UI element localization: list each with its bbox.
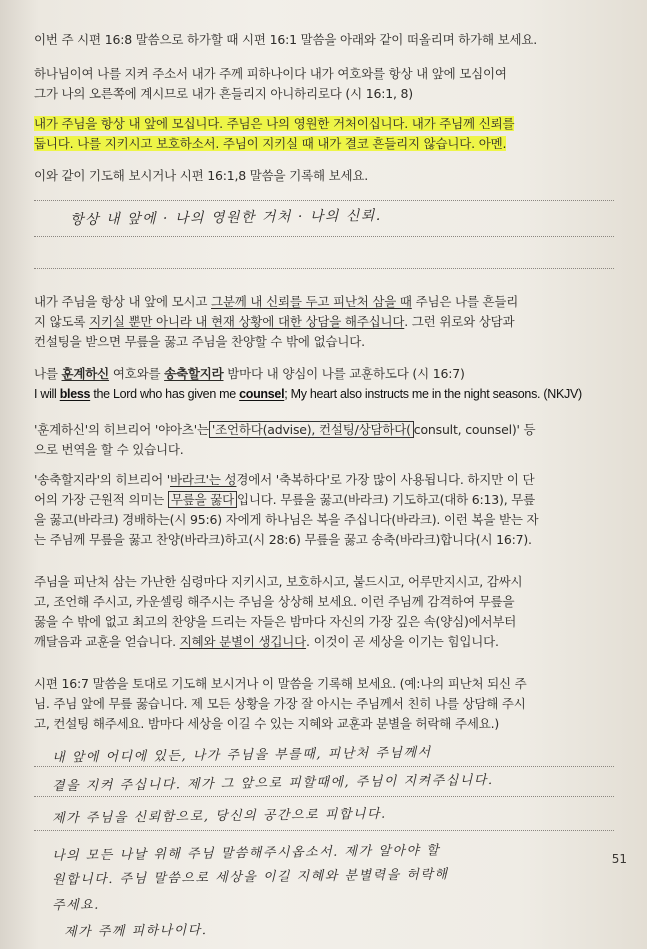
handwritten-note: 제가 주님을 신뢰함으로, 당신의 공간으로 피합니다. [51,806,387,827]
handwritten-note: 원합니다. 주님 말씀으로 세상을 이길 지혜와 분별력을 허락해 [51,867,449,888]
handwritten-note: 제가 주께 피하나이다. [63,922,208,941]
prayer-line: 둡니다. 나를 지키시고 보호하소서. 주님이 지키실 때 내가 결코 흔들리지 않습니다. 아멘. [34,136,507,151]
underlined-word: 훈계하신 [61,366,110,381]
verse-line: 그가 나의 오른쪽에 계시므로 내가 흔들리지 아니하리로다 (시 16:1, 8) [34,86,413,101]
underlined-phrase: 지혜와 분별이 생깁니다 [179,634,307,649]
verse-line: 하나님이여 나를 지켜 주소서 내가 주께 피하나이다 내가 여호와를 항상 내 앞에 모심이여 [34,66,507,81]
writing-line [34,766,614,767]
handwritten-note: 곁을 지켜 주십니다. 제가 그 앞으로 피할때에, 주님이 지켜주십니다. [51,772,494,795]
body-paragraph: '송축할지라'의 히브리어 '바라크'는 성경에서 '축복하다'로 가장 많이 사용됩니다. 하지만 이 단 어의 가장 근원적 의미는 무릎을 꿇다 입니다. 무릎을 꿇고(바라크) 기도하고(대하 6:13), 무릎 을 꿇고(바라크) 경배하는(시 95:6) 자에게 하나님은 복을 주십니다(바라크). 이런 복을 받는 자 는 주님께 무릎을 꿇고 찬양(바라크)하고(시 28:6) 무릎을 꿇고 송축(바라크)합니다(시 16:7). [34,472,539,547]
handwritten-note: 항상 내 앞에 · 나의 영원한 거처 · 나의 신뢰. [69,207,382,229]
underlined-word: 송축할지라 [164,366,224,381]
body-paragraph: '훈계하신'의 히브리어 '야아츠'는 '조언하다(advise), 컨설팅/상담하다( consult, counsel)' 등 으로 번역을 할 수 있습니다. [34,422,536,457]
writing-line [34,268,614,269]
body-paragraph: 내가 주님을 항상 내 앞에 모시고 그분께 내 신뢰를 두고 피난처 삼을 때 주님은 나를 흔들리 지 않도록 지키실 뿐만 아니라 내 현재 상황에 대한 상담을 해주십니다. 그런 위로와 상담과 컨설팅을 받으면 무릎을 꿇고 주님을 찬양할 수 밖에 없습니다. [34,294,519,349]
verse-text [34,64,614,104]
handwritten-note: 내 앞에 어디에 있든, 나가 주님을 부를때, 피난처 주님께서 [51,745,432,766]
verse-16-7: 나를 훈계하신 여호와를 송축할지라 밤마다 내 양심이 나를 교훈하도다 (시 16:7) I will bless the Lord who has given me counsel; My heart also instructs me in the night seasons. (NKJV) [34,364,614,404]
highlighted-prayer [34,114,614,154]
underlined-phrase: 바라크'는 성 [170,472,237,487]
writing-line [34,200,614,201]
writing-line [34,830,614,831]
writing-line [34,236,614,237]
underlined-phrase: 지키실 뿐만 아니라 내 현재 상황에 대한 상담을 해주십니다 [89,314,405,329]
boxed-phrase: 무릎을 꿇다 [168,491,237,508]
prayer-line: 내가 주님을 항상 내 앞에 모십니다. 주님은 나의 영원한 거처이십니다. 내가 주님께 신뢰를 [34,116,515,131]
body-paragraph: 주님을 피난처 삼는 가난한 심령마다 지키시고, 보호하시고, 붙드시고, 어루만지시고, 감싸시 고, 조언해 주시고, 카운셀링 해주시는 주님을 상상해 보세요. 이런 주님께 감격하여 무릎을 꿇을 수 밖에 없고 최고의 찬양을 드리는 자들은 밤마다 자신의 가장 깊은 속(양심)에서부터 깨달음과 교훈을 얻습니다. 지혜와 분별이 생깁니다. 이것이 곧 세상을 이기는 힘입니다. [34,574,523,649]
handwritten-note: 주세요. [51,897,100,914]
instruction-text: 시편 16:7 말씀을 토대로 기도해 보시거나 이 말씀을 기록해 보세요. (예:나의 피난처 되신 주 님. 주님 앞에 무릎 꿇습니다. 제 모든 상황을 가장 잘 아시는 주님께서 친히 나를 상담해 주시 고, 컨설팅 해주세요. 밤마다 세상을 이길 수 있는 지혜와 교훈과 분별을 허락해 주세요.) [34,676,527,731]
writing-line [34,796,614,797]
handwritten-note: 나의 모든 나날 위해 주님 말씀해주시옵소서. 제가 알아야 할 [51,843,441,864]
intro-text: 이번 주 시편 16:8 말씀으로 하가할 때 시편 16:1 말씀을 아래와 같이 떠올리며 하가해 보세요. [34,32,538,47]
underlined-phrase: 그분께 내 신뢰를 두고 피난처 삼을 때 [211,294,412,309]
page-number: 51 [611,852,627,866]
english-verse: I will bless the Lord who has given me counsel; My heart also instructs me in the night seasons. (NKJV) [34,387,582,401]
boxed-phrase: '조언하다(advise), 컨설팅/상담하다( [209,421,414,438]
instruction-text: 이와 같이 기도해 보시거나 시편 16:1,8 말씀을 기록해 보세요. [34,168,369,183]
